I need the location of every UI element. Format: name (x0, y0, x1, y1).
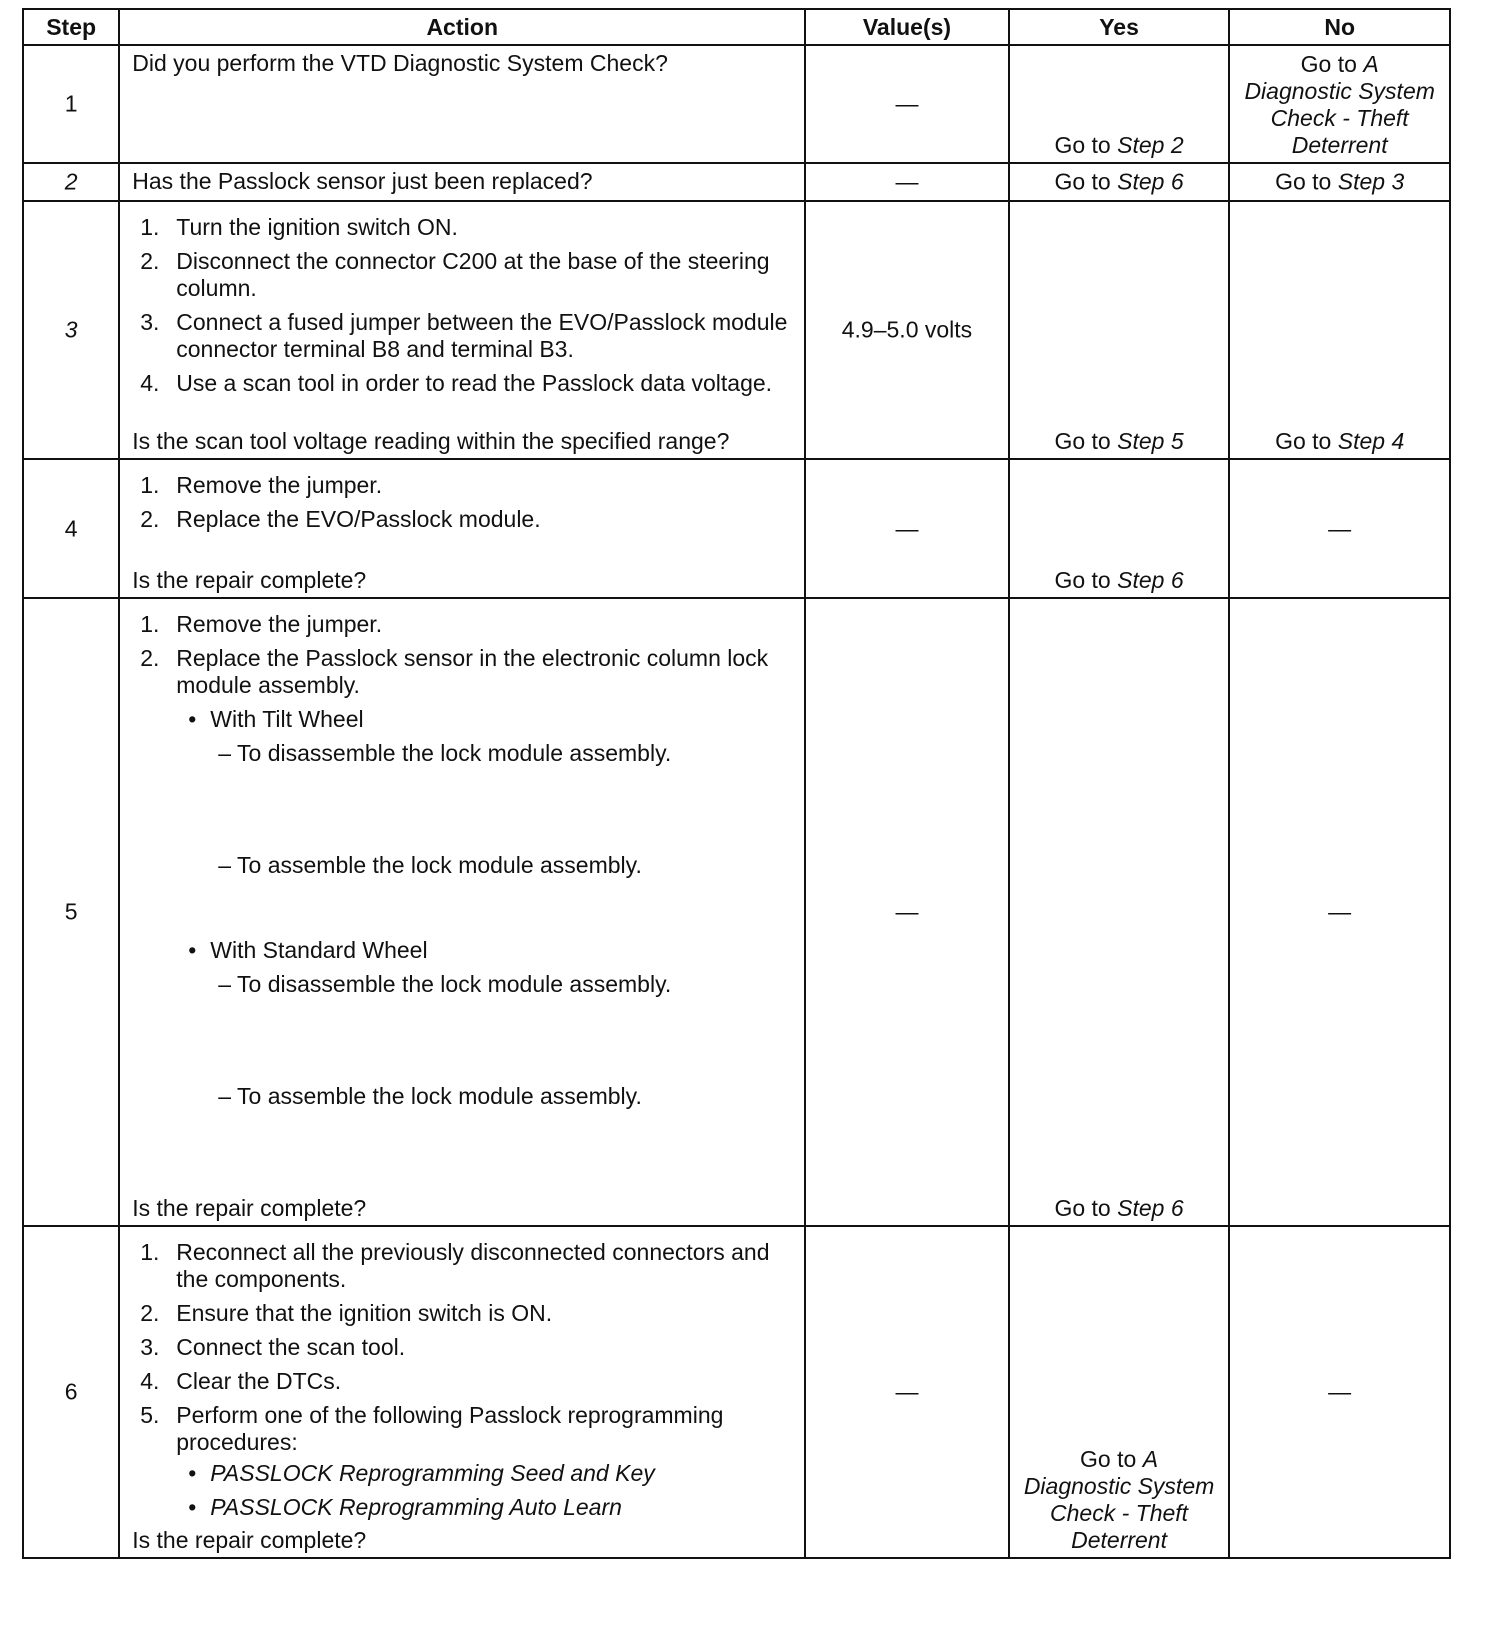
header-action: Action (119, 9, 805, 45)
list-item: 3. Connect the scan tool. (140, 1334, 406, 1360)
yes-link[interactable]: A Diagnostic System Check - Theft Deterrent (1023, 1446, 1215, 1553)
yes-cell[interactable]: Go to Step 6 (1054, 1195, 1184, 1221)
no-cell[interactable]: Go to Step 4 (1275, 428, 1405, 454)
question-text: Is the repair complete? (132, 1527, 367, 1553)
table-row (23, 201, 1450, 459)
procedure-link[interactable]: • PASSLOCK Reprogramming Auto Learn (188, 1494, 622, 1520)
list-item: 4. Use a scan tool in order to read the Passlock data voltage. (140, 370, 773, 396)
bullet-icon: • (188, 1494, 197, 1520)
value-cell: — (895, 898, 919, 925)
question-text: Is the repair complete? (132, 567, 367, 593)
action-text: Has the Passlock sensor just been replaced? (132, 168, 593, 194)
list-item: • With Standard Wheel (188, 937, 428, 963)
list-item: 2. Disconnect the connector C200 at the base of the steering column. (140, 248, 770, 301)
header-yes: Yes (1009, 9, 1230, 45)
step-list (120, 1239, 796, 1456)
list-item: 2. Replace the EVO/Passlock module. (140, 506, 541, 532)
value-cell: — (895, 1378, 919, 1405)
step-number: 5 (64, 898, 78, 925)
list-item: – To assemble the lock module assembly. (218, 1083, 642, 1109)
bullet-icon: • (188, 1460, 197, 1486)
list-item: 5. Perform one of the following Passlock reprogramming procedures: (140, 1402, 724, 1455)
no-link[interactable]: A Diagnostic System Check - Theft Deterrent (1244, 51, 1435, 158)
yes-cell[interactable]: Go to Step 2 (1054, 132, 1184, 158)
header-values: Value(s) (805, 9, 1009, 45)
yes-cell[interactable]: Go to Step 6 (1054, 567, 1184, 593)
no-cell[interactable]: Go to Step 3 (1275, 168, 1405, 195)
list-item: – To disassemble the lock module assembly. (218, 971, 672, 997)
table-row (23, 459, 1450, 598)
no-link[interactable]: Step 4 (1337, 428, 1405, 454)
table-row (23, 1226, 1450, 1558)
no-link[interactable]: Step 3 (1337, 168, 1405, 195)
yes-link[interactable]: Step 6 (1117, 168, 1184, 195)
header-step: Step (23, 9, 119, 45)
list-item: – To assemble the lock module assembly. (218, 852, 642, 878)
value-cell: 4.9–5.0 volts (841, 316, 973, 343)
list-item: 2. Replace the Passlock sensor in the electronic column lock module assembly. (140, 645, 769, 698)
step-number: 6 (64, 1378, 78, 1405)
question-text: Is the repair complete? (132, 1195, 367, 1221)
table-row (23, 163, 1450, 201)
yes-link[interactable]: Step 5 (1117, 428, 1184, 454)
list-item: 4. Clear the DTCs. (140, 1368, 342, 1394)
step-number: 4 (64, 515, 78, 541)
header-no: No (1229, 9, 1450, 45)
list-item: 1. Remove the jumper. (140, 472, 383, 498)
step-list (120, 214, 796, 397)
no-cell: — (1328, 1378, 1352, 1405)
list-item: 2. Ensure that the ignition switch is ON. (140, 1300, 553, 1326)
yes-link[interactable]: Step 6 (1117, 567, 1184, 593)
list-item: 1. Turn the ignition switch ON. (140, 214, 458, 240)
no-cell: — (1328, 515, 1352, 541)
value-cell: — (895, 168, 919, 195)
yes-cell[interactable]: Go to Step 5 (1054, 428, 1184, 454)
value-cell: — (895, 90, 919, 117)
yes-cell[interactable]: Go to A Diagnostic System Check - Theft Deterrent (1023, 1446, 1215, 1553)
list-item: – To disassemble the lock module assembly. (218, 740, 672, 766)
step-number: 3 (64, 316, 78, 343)
list-item: 3. Connect a fused jumper between the EVO/Passlock module connector terminal B8 and terminal B3. (140, 309, 788, 362)
bullet-icon: • (188, 706, 197, 732)
question-text: Is the scan tool voltage reading within the specified range? (132, 428, 730, 454)
step-number: 1 (64, 90, 78, 117)
step-number: 2 (64, 168, 78, 195)
diagnostic-table (22, 8, 1451, 1559)
yes-cell[interactable]: Go to Step 6 (1054, 168, 1184, 195)
table-row (23, 598, 1450, 1226)
header-row (23, 9, 1450, 45)
action-text: Did you perform the VTD Diagnostic System Check? (132, 50, 668, 76)
list-item: • With Tilt Wheel (188, 706, 364, 732)
no-cell: — (1328, 898, 1352, 925)
table-row (23, 45, 1450, 163)
yes-link[interactable]: Step 6 (1117, 1195, 1184, 1221)
no-cell[interactable]: Go to A Diagnostic System Check - Theft Deterrent (1244, 51, 1435, 158)
step-list (120, 472, 796, 533)
yes-link[interactable]: Step 2 (1117, 132, 1184, 158)
list-item: 1. Remove the jumper. (140, 611, 383, 637)
value-cell: — (895, 515, 919, 541)
procedure-link[interactable]: • PASSLOCK Reprogramming Seed and Key (188, 1460, 655, 1486)
step-list (120, 611, 796, 699)
bullet-icon: • (188, 937, 197, 963)
list-item: 1. Reconnect all the previously disconnected connectors and the components. (140, 1239, 770, 1292)
